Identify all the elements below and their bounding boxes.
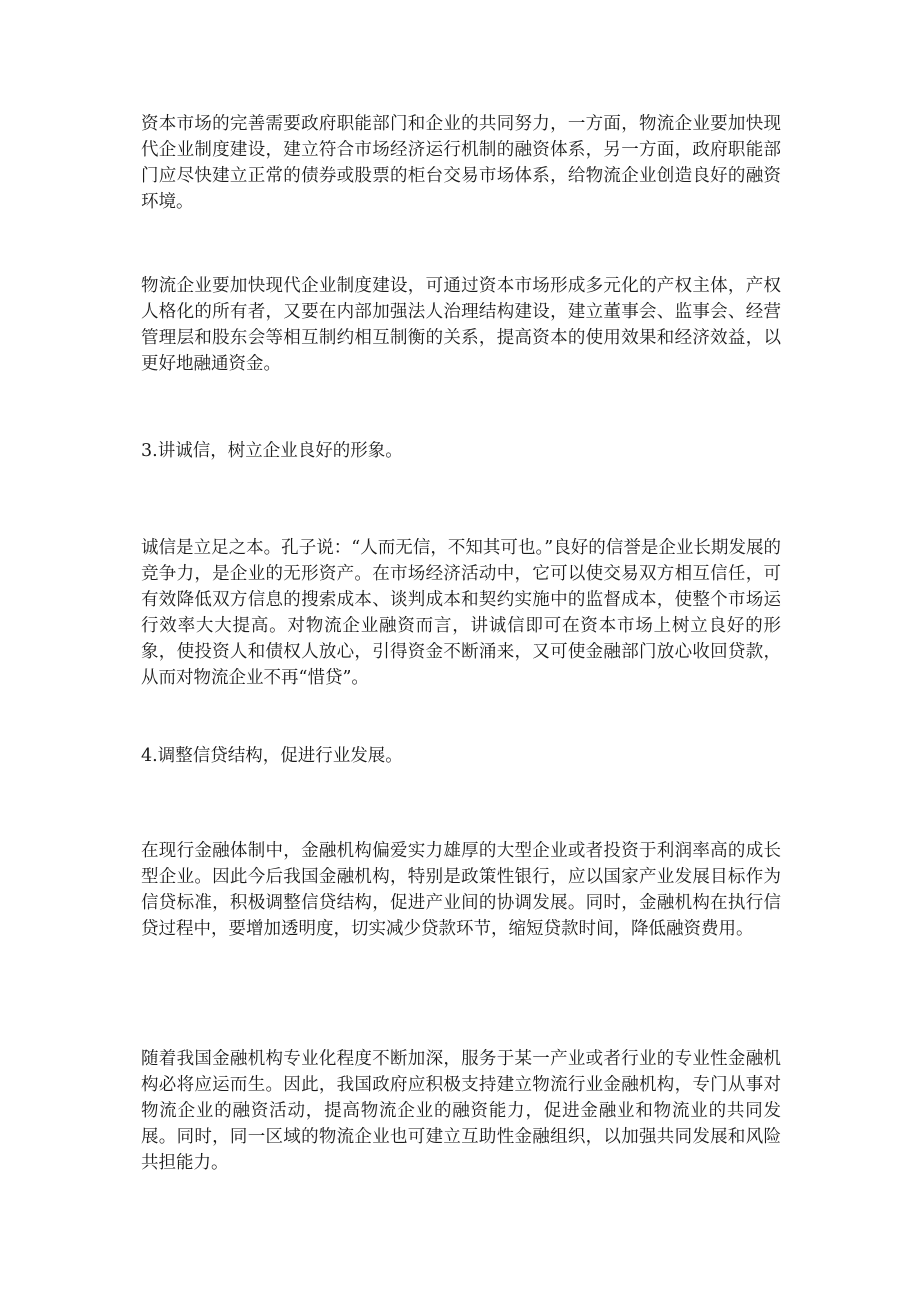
paragraph-integrity: 诚信是立足之本。孔子说：“人而无信，不知其可也。”良好的信誉是企业长期发展的竞争力，是企业的无形资产。在市场经济活动中，它可以使交易双方相互信任，可有效降低双方信息的搜索成本、谈判成本和契约实施中的监督成本，使整个市场运行效率大大提高。对物流企业融资而言，讲诚信即可在资本市场上树立良好的形象，使投资人和债权人放心，引得资金不断涌来，又可使金融部门放心收回贷款，从而对物流企业不再“惜贷”。 [141, 538, 781, 688]
paragraph-specialized-finance: 随着我国金融机构专业化程度不断加深，服务于某一产业或者行业的专业性金融机构必将应运而生。因此，我国政府应积极支持建立物流行业金融机构，专门从事对物流企业的融资活动，提高物流企业的融资能力，促进金融业和物流业的共同发展。同时，同一区域的物流企业也可建立互助性金融组织，以加强共同发展和风险共担能力。 [141, 1049, 781, 1173]
section-heading-integrity: 3.讲诚信，树立企业良好的形象。 [141, 441, 403, 461]
paragraph-credit-structure: 在现行金融体制中，金融机构偏爱实力雄厚的大型企业或者投资于利润率高的成长型企业。因此今后我国金融机构，特别是政策性银行，应以国家产业发展目标作为信贷标准，积极调整信贷结构，促进产业间的协调发展。同时，金融机构在执行信贷过程中，要增加透明度，切实减少贷款环节，缩短贷款时间，降低融资费用。 [141, 841, 781, 939]
paragraph-capital-market: 资本市场的完善需要政府职能部门和企业的共同努力，一方面，物流企业要加快现代企业制度建设，建立符合市场经济运行机制的融资体系，另一方面，政府职能部门应尽快建立正常的债券或股票的柜台交易市场体系，给物流企业创造良好的融资环境。 [141, 114, 781, 212]
section-heading-credit-structure: 4.调整信贷结构，促进行业发展。 [141, 746, 403, 766]
paragraph-enterprise-system: 物流企业要加快现代企业制度建设，可通过资本市场形成多元化的产权主体，产权人格化的所有者，又要在内部加强法人治理结构建设，建立董事会、监事会、经营管理层和股东会等相互制约相互制衡的关系，提高资本的使用效果和经济效益，以更好地融通资金。 [141, 276, 781, 374]
